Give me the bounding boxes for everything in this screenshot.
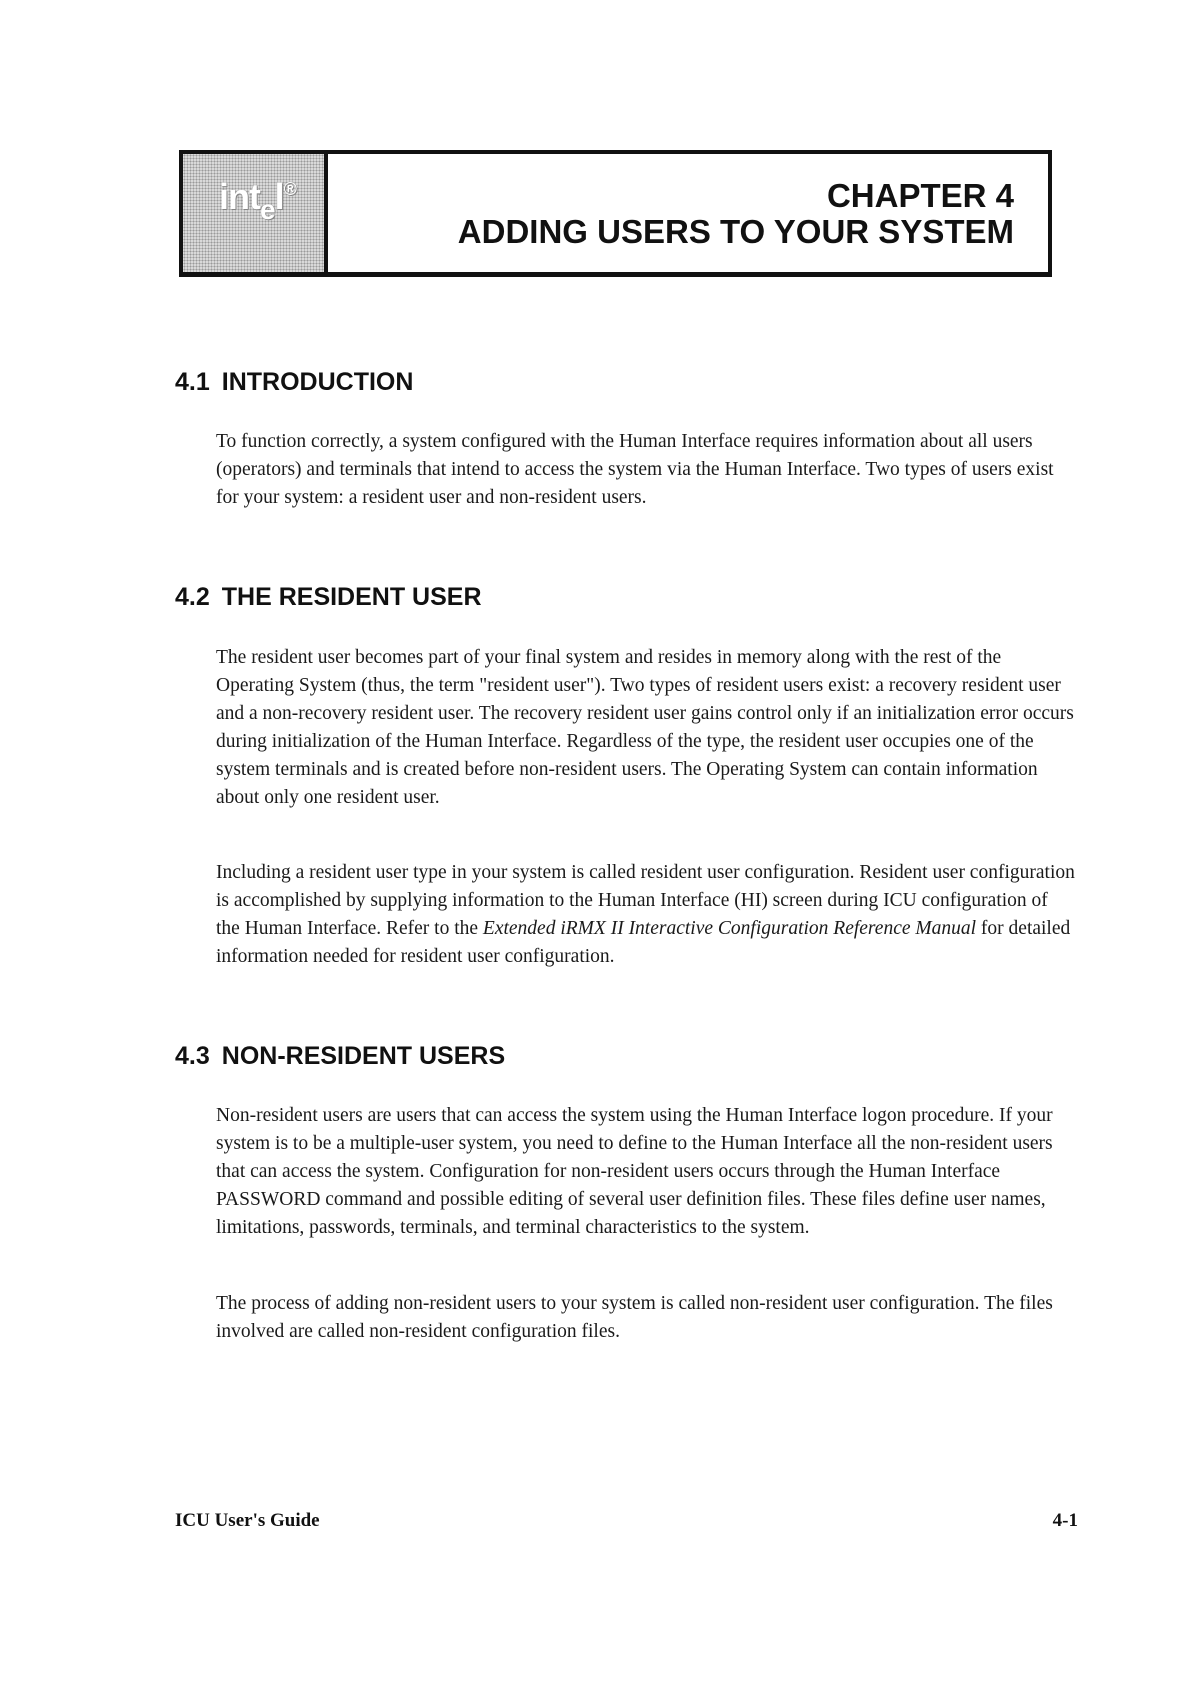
intel-logo [183,154,328,272]
section-title: THE RESIDENT USER [221,583,482,611]
paragraph: The resident user becomes part of your final system and resides in memory along with the rest of the Operating System (thus, the term "resident user"). Two types of resident users exist: a recovery resident user and a non-recovery resident user. The recovery resident user gains control only if an initialization error occurs during initialization of the Human Interface. Regardless of the type, the resident user occupies one of the system terminals and is created before non-resident users. The Operating System can contain information about only one resident user. [216,647,1074,808]
section-heading-introduction [175,368,413,397]
page-number: 4-1 [1052,1510,1078,1531]
manual-title: Extended iRMX II Interactive Configuration Reference Manual [482,918,977,939]
section-number: 4.3 [175,1042,210,1070]
section-title: NON-RESIDENT USERS [221,1042,506,1070]
chapter-label: CHAPTER 4 [826,177,1014,214]
section-number: 4.2 [175,583,210,611]
intel-logo-text: int$_e$l® [219,176,296,225]
footer-guide-title: ICU User's Guide [175,1510,320,1531]
chapter-title: ADDING USERS TO YOUR SYSTEM [457,213,1014,250]
paragraph-text: Including a resident user type in your system is called resident user configuration. Resident user configuration is accomplished by supplying information to the Human Interface (HI) screen during ICU configuration of the Human Interface. Refer to the [216,862,1075,939]
section-number: 4.1 [175,368,210,396]
chapter-title-block [458,178,1014,250]
section-title: INTRODUCTION [221,368,414,396]
paragraph: The process of adding non-resident users to your system is called non-resident user configuration. The files involved are called non-resident configuration files. [216,1293,1053,1342]
section-heading-non-resident-users [175,1042,505,1071]
paragraph-text: for detailed information needed for resident user configuration. [216,918,1071,967]
paragraph: Non-resident users are users that can access the system using the Human Interface logon procedure. If your system is to be a multiple-user system, you need to define to the Human Interface all the non-resident users that can access the system. Configuration for non-resident users occurs through the Human Interface PASSWORD command and possible editing of several user definition files. These files define user names, limitations, passwords, terminals, and terminal characteristics to the system. [216,1105,1053,1238]
chapter-header [179,150,1052,277]
paragraph: To function correctly, a system configured with the Human Interface requires information about all users (operators) and terminals that intend to access the system via the Human Interface. Two types of users exist for your system: a resident user and non-resident users. [216,431,1054,508]
paragraph [216,859,1076,971]
section-heading-resident-user [175,583,482,612]
